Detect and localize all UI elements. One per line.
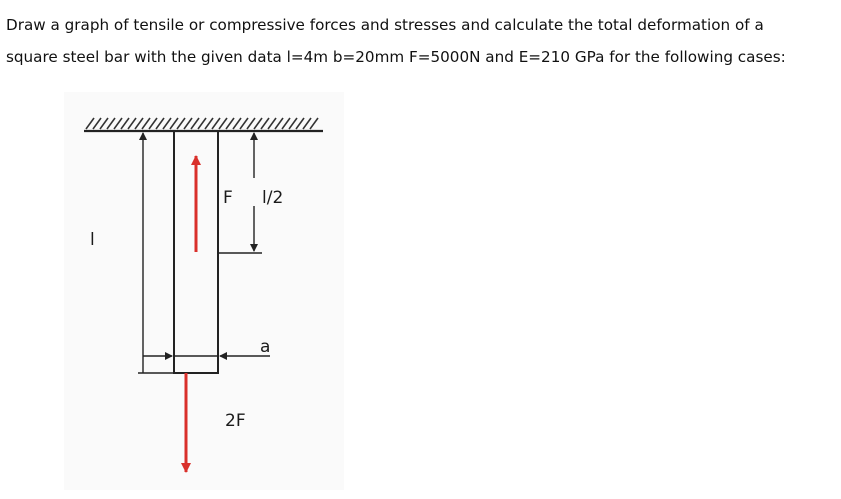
label-l-half: l/2 xyxy=(262,188,284,208)
fixed-support xyxy=(84,118,323,131)
question-line-2: square steel bar with the given data l=4m b=20mm F=5000N and E=210 GPa for the following cases: xyxy=(6,48,786,66)
label-2F: 2F xyxy=(225,411,246,431)
dimension-l xyxy=(138,133,174,373)
label-F: F xyxy=(223,188,233,208)
label-a: a xyxy=(260,337,271,357)
question-line-1: Draw a graph of tensile or compressive forces and stresses and calculate the total deformation of a xyxy=(6,16,764,34)
label-l: l xyxy=(90,230,95,250)
